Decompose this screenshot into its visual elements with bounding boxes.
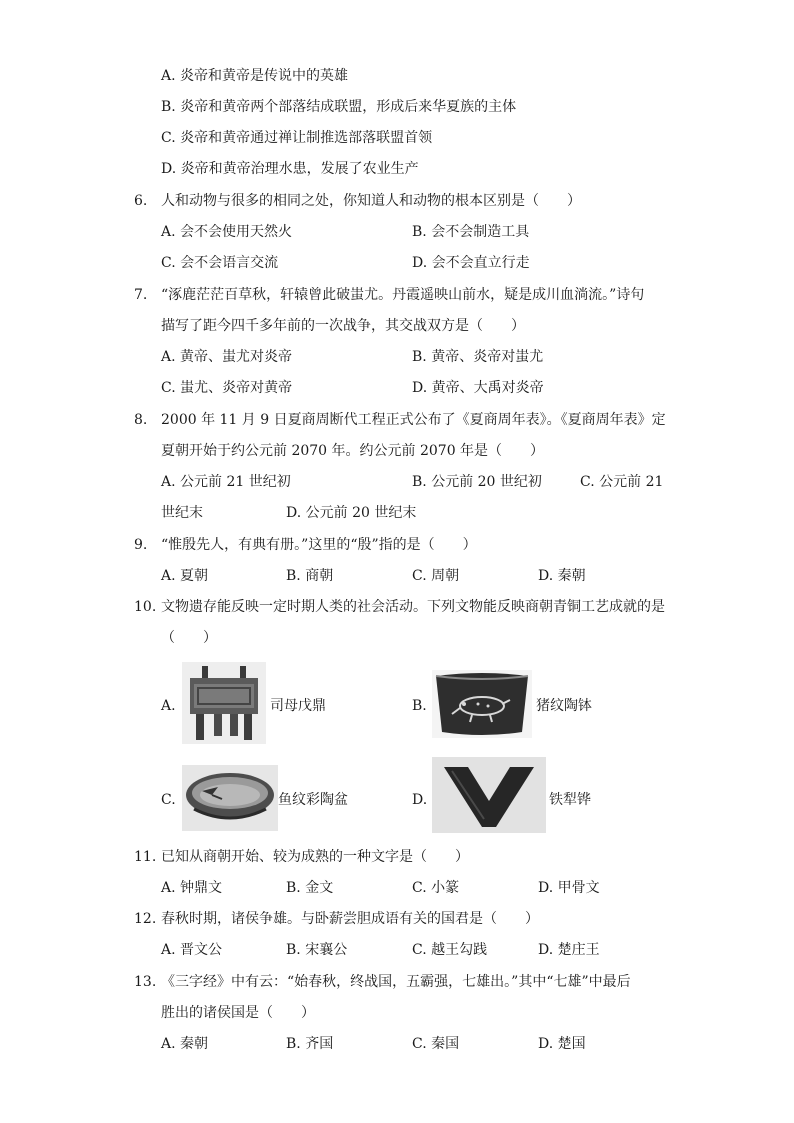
q11-option-a: A. 钟鼎文	[161, 880, 223, 896]
q5-option-a: A. 炎帝和黄帝是传说中的英雄	[161, 68, 349, 84]
q9-option-c: C. 周朝	[412, 568, 460, 584]
q8-option-a: A. 公元前 21 世纪初	[161, 474, 291, 490]
bronze-ding-image	[182, 662, 266, 744]
q6-option-d: D. 会不会直立行走	[412, 255, 530, 271]
q5-option-c: C. 炎帝和黄帝通过禅让制推选部落联盟首领	[161, 130, 433, 146]
q7-stem-line2: 描写了距今四千多年前的一次战争，其交战双方是（ ）	[161, 318, 525, 334]
q12-stem: 春秋时期，诸侯争雄。与卧薪尝胆成语有关的国君是（ ）	[161, 911, 539, 927]
q5-option-d: D. 炎帝和黄帝治理水患，发展了农业生产	[161, 161, 419, 177]
q10-stem-line1: 文物遗存能反映一定时期人类的社会活动。下列文物能反映商朝青铜工艺成就的是	[161, 599, 665, 615]
q10-number: 10.	[134, 599, 157, 615]
q9-option-b: B. 商朝	[286, 568, 334, 584]
q11-option-d: D. 甲骨文	[538, 880, 600, 896]
q7-option-b: B. 黄帝、炎帝对蚩尤	[412, 349, 544, 365]
q6-option-c: C. 会不会语言交流	[161, 255, 279, 271]
q8-option-d: D. 公元前 20 世纪末	[286, 505, 417, 521]
q10-stem-line2: （ ）	[161, 630, 217, 646]
q10-option-d-letter: D.	[412, 792, 428, 808]
pig-pattern-bowl-image	[432, 670, 532, 738]
q13-stem-line2: 胜出的诸侯国是（ ）	[161, 1005, 315, 1021]
q13-option-d: D. 楚国	[538, 1036, 586, 1052]
fish-basin-image	[182, 765, 278, 831]
q11-stem: 已知从商朝开始、较为成熟的一种文字是（ ）	[161, 849, 469, 865]
q6-stem: 人和动物与很多的相同之处，你知道人和动物的根本区别是（ ）	[161, 193, 581, 209]
q12-number: 12.	[134, 911, 157, 927]
q9-stem: “惟殷先人，有典有册。”这里的“殷”指的是（ ）	[161, 537, 477, 553]
q12-option-b: B. 宋襄公	[286, 942, 348, 958]
q8-number: 8.	[134, 412, 148, 428]
q8-option-c-continued: 世纪末	[161, 505, 203, 521]
q10-option-b-label: 猪纹陶钵	[536, 698, 592, 714]
q9-number: 9.	[134, 537, 148, 553]
iron-ploughshare-image	[432, 757, 546, 833]
q6-option-a: A. 会不会使用天然火	[161, 224, 293, 240]
q12-option-d: D. 楚庄王	[538, 942, 600, 958]
q7-option-d: D. 黄帝、大禹对炎帝	[412, 380, 544, 396]
q10-option-d-label: 铁犁铧	[549, 792, 591, 808]
q13-number: 13.	[134, 974, 157, 990]
q7-stem-line1: “涿鹿茫茫百草秋，轩辕曾此破蚩尤。丹霞遥映山前水，疑是成川血淌流。”诗句	[161, 287, 645, 303]
q10-option-c-label: 鱼纹彩陶盆	[278, 792, 348, 808]
q6-option-b: B. 会不会制造工具	[412, 224, 530, 240]
q13-option-b: B. 齐国	[286, 1036, 334, 1052]
q11-option-b: B. 金文	[286, 880, 334, 896]
q12-option-c: C. 越王勾践	[412, 942, 488, 958]
q7-option-a: A. 黄帝、蚩尤对炎帝	[161, 349, 293, 365]
q8-option-c: C. 公元前 21	[580, 474, 664, 490]
q8-stem-line1: 2000 年 11 月 9 日夏商周断代工程正式公布了《夏商周年表》。《夏商周年表》定	[161, 412, 666, 428]
q8-stem-line2: 夏朝开始于约公元前 2070 年。约公元前 2070 年是（ ）	[161, 443, 545, 459]
q5-option-b: B. 炎帝和黄帝两个部落结成联盟，形成后来华夏族的主体	[161, 99, 517, 115]
q13-option-c: C. 秦国	[412, 1036, 460, 1052]
q10-option-a-label: 司母戊鼎	[270, 698, 326, 714]
q9-option-d: D. 秦朝	[538, 568, 586, 584]
q12-option-a: A. 晋文公	[161, 942, 223, 958]
q11-number: 11.	[134, 849, 157, 865]
q13-stem-line1: 《三字经》中有云：“始春秋，终战国，五霸强，七雄出。”其中“七雄”中最后	[161, 974, 631, 990]
q7-number: 7.	[134, 287, 148, 303]
q11-option-c: C. 小篆	[412, 880, 460, 896]
q6-number: 6.	[134, 193, 148, 209]
q13-option-a: A. 秦朝	[161, 1036, 209, 1052]
q10-option-a-letter: A.	[161, 698, 176, 714]
q10-option-b-letter: B.	[412, 698, 427, 714]
q7-option-c: C. 蚩尤、炎帝对黄帝	[161, 380, 293, 396]
q9-option-a: A. 夏朝	[161, 568, 209, 584]
q8-option-b: B. 公元前 20 世纪初	[412, 474, 542, 490]
q10-option-c-letter: C.	[161, 792, 176, 808]
